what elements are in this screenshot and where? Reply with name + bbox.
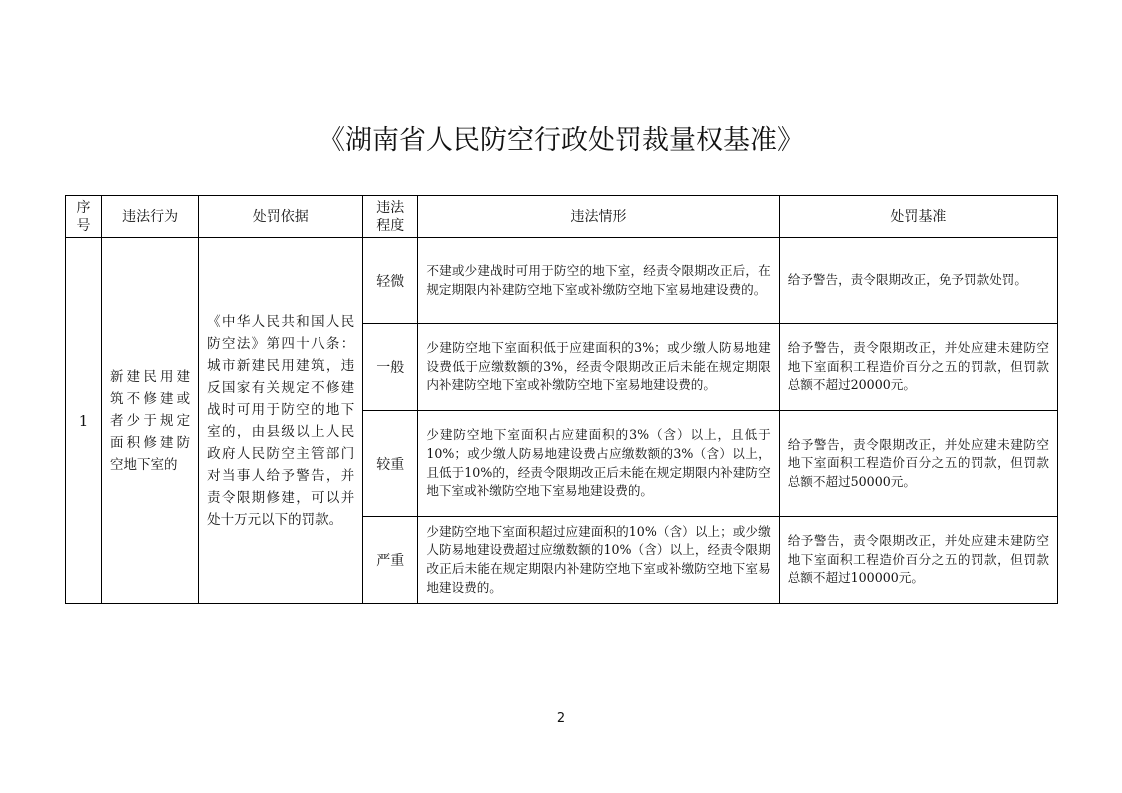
degree-cell: 轻微	[363, 238, 418, 324]
header-situation: 违法情形	[418, 196, 779, 238]
header-degree: 违法程度	[363, 196, 418, 238]
header-basis: 处罚依据	[199, 196, 363, 238]
header-seq: 序号	[66, 196, 102, 238]
situation-cell: 少建防空地下室面积超过应建面积的10%（含）以上；或少缴人防易地建设费超过应缴数额的10%（含）以上，经责令限期改正后未能在规定期限内补建防空地下室或补缴防空地下室易地建设费的。	[426, 523, 771, 595]
table-header-row	[66, 196, 1058, 238]
penalty-standard-table	[65, 195, 1058, 604]
header-penalty: 处罚基准	[779, 196, 1057, 238]
penalty-cell: 给予警告，责令限期改正，并处应建未建防空地下室面积工程造价百分之五的罚款，但罚款总额不超过100000元。	[787, 533, 1049, 586]
header-act: 违法行为	[102, 196, 199, 238]
penalty-cell: 给予警告，责令限期改正，并处应建未建防空地下室面积工程造价百分之五的罚款，但罚款总额不超过20000元。	[787, 340, 1049, 393]
degree-cell: 一般	[363, 324, 418, 411]
entry-legal-basis: 《中华人民共和国人民防空法》第四十八条：城市新建民用建筑，违反国家有关规定不修建战时可用于防空的地下室的，由县级以上人民政府人民防空主管部门对当事人给予警告，并责令限期修建，可以并处十万元以下的罚款。	[207, 313, 355, 528]
situation-cell: 少建防空地下室面积低于应建面积的3%；或少缴人防易地建设费低于应缴数额的3%，经责令限期改正后未能在规定期限内补建防空地下室或补缴防空地下室易地建设费的。	[426, 340, 771, 393]
degree-cell: 严重	[363, 517, 418, 604]
penalty-cell: 给予警告，责令限期改正，免予罚款处罚。	[787, 272, 1027, 288]
page-number: 2	[556, 711, 566, 726]
entry-violation-act: 新建民用建筑不修建或者少于规定面积修建防空地下室的	[110, 368, 191, 473]
degree-cell: 较重	[363, 411, 418, 517]
penalty-cell: 给予警告，责令限期改正，并处应建未建防空地下室面积工程造价百分之五的罚款，但罚款总额不超过50000元。	[787, 436, 1049, 489]
document-title: 《湖南省人民防空行政处罚裁量权基准》	[318, 125, 804, 156]
situation-cell: 少建防空地下室面积占应建面积的3%（含）以上，且低于10%；或少缴人防易地建设费占应缴数额的3%（含）以上，且低于10%的，经责令限期改正后未能在规定期限内补建防空地下室或补缴防空地下室易地建设费的。	[426, 427, 771, 499]
entry-number: 1	[66, 238, 102, 604]
situation-cell: 不建或少建战时可用于防空的地下室，经责令限期改正后，在规定期限内补建防空地下室或补缴防空地下室易地建设费的。	[426, 262, 771, 297]
table-row	[66, 238, 1058, 324]
